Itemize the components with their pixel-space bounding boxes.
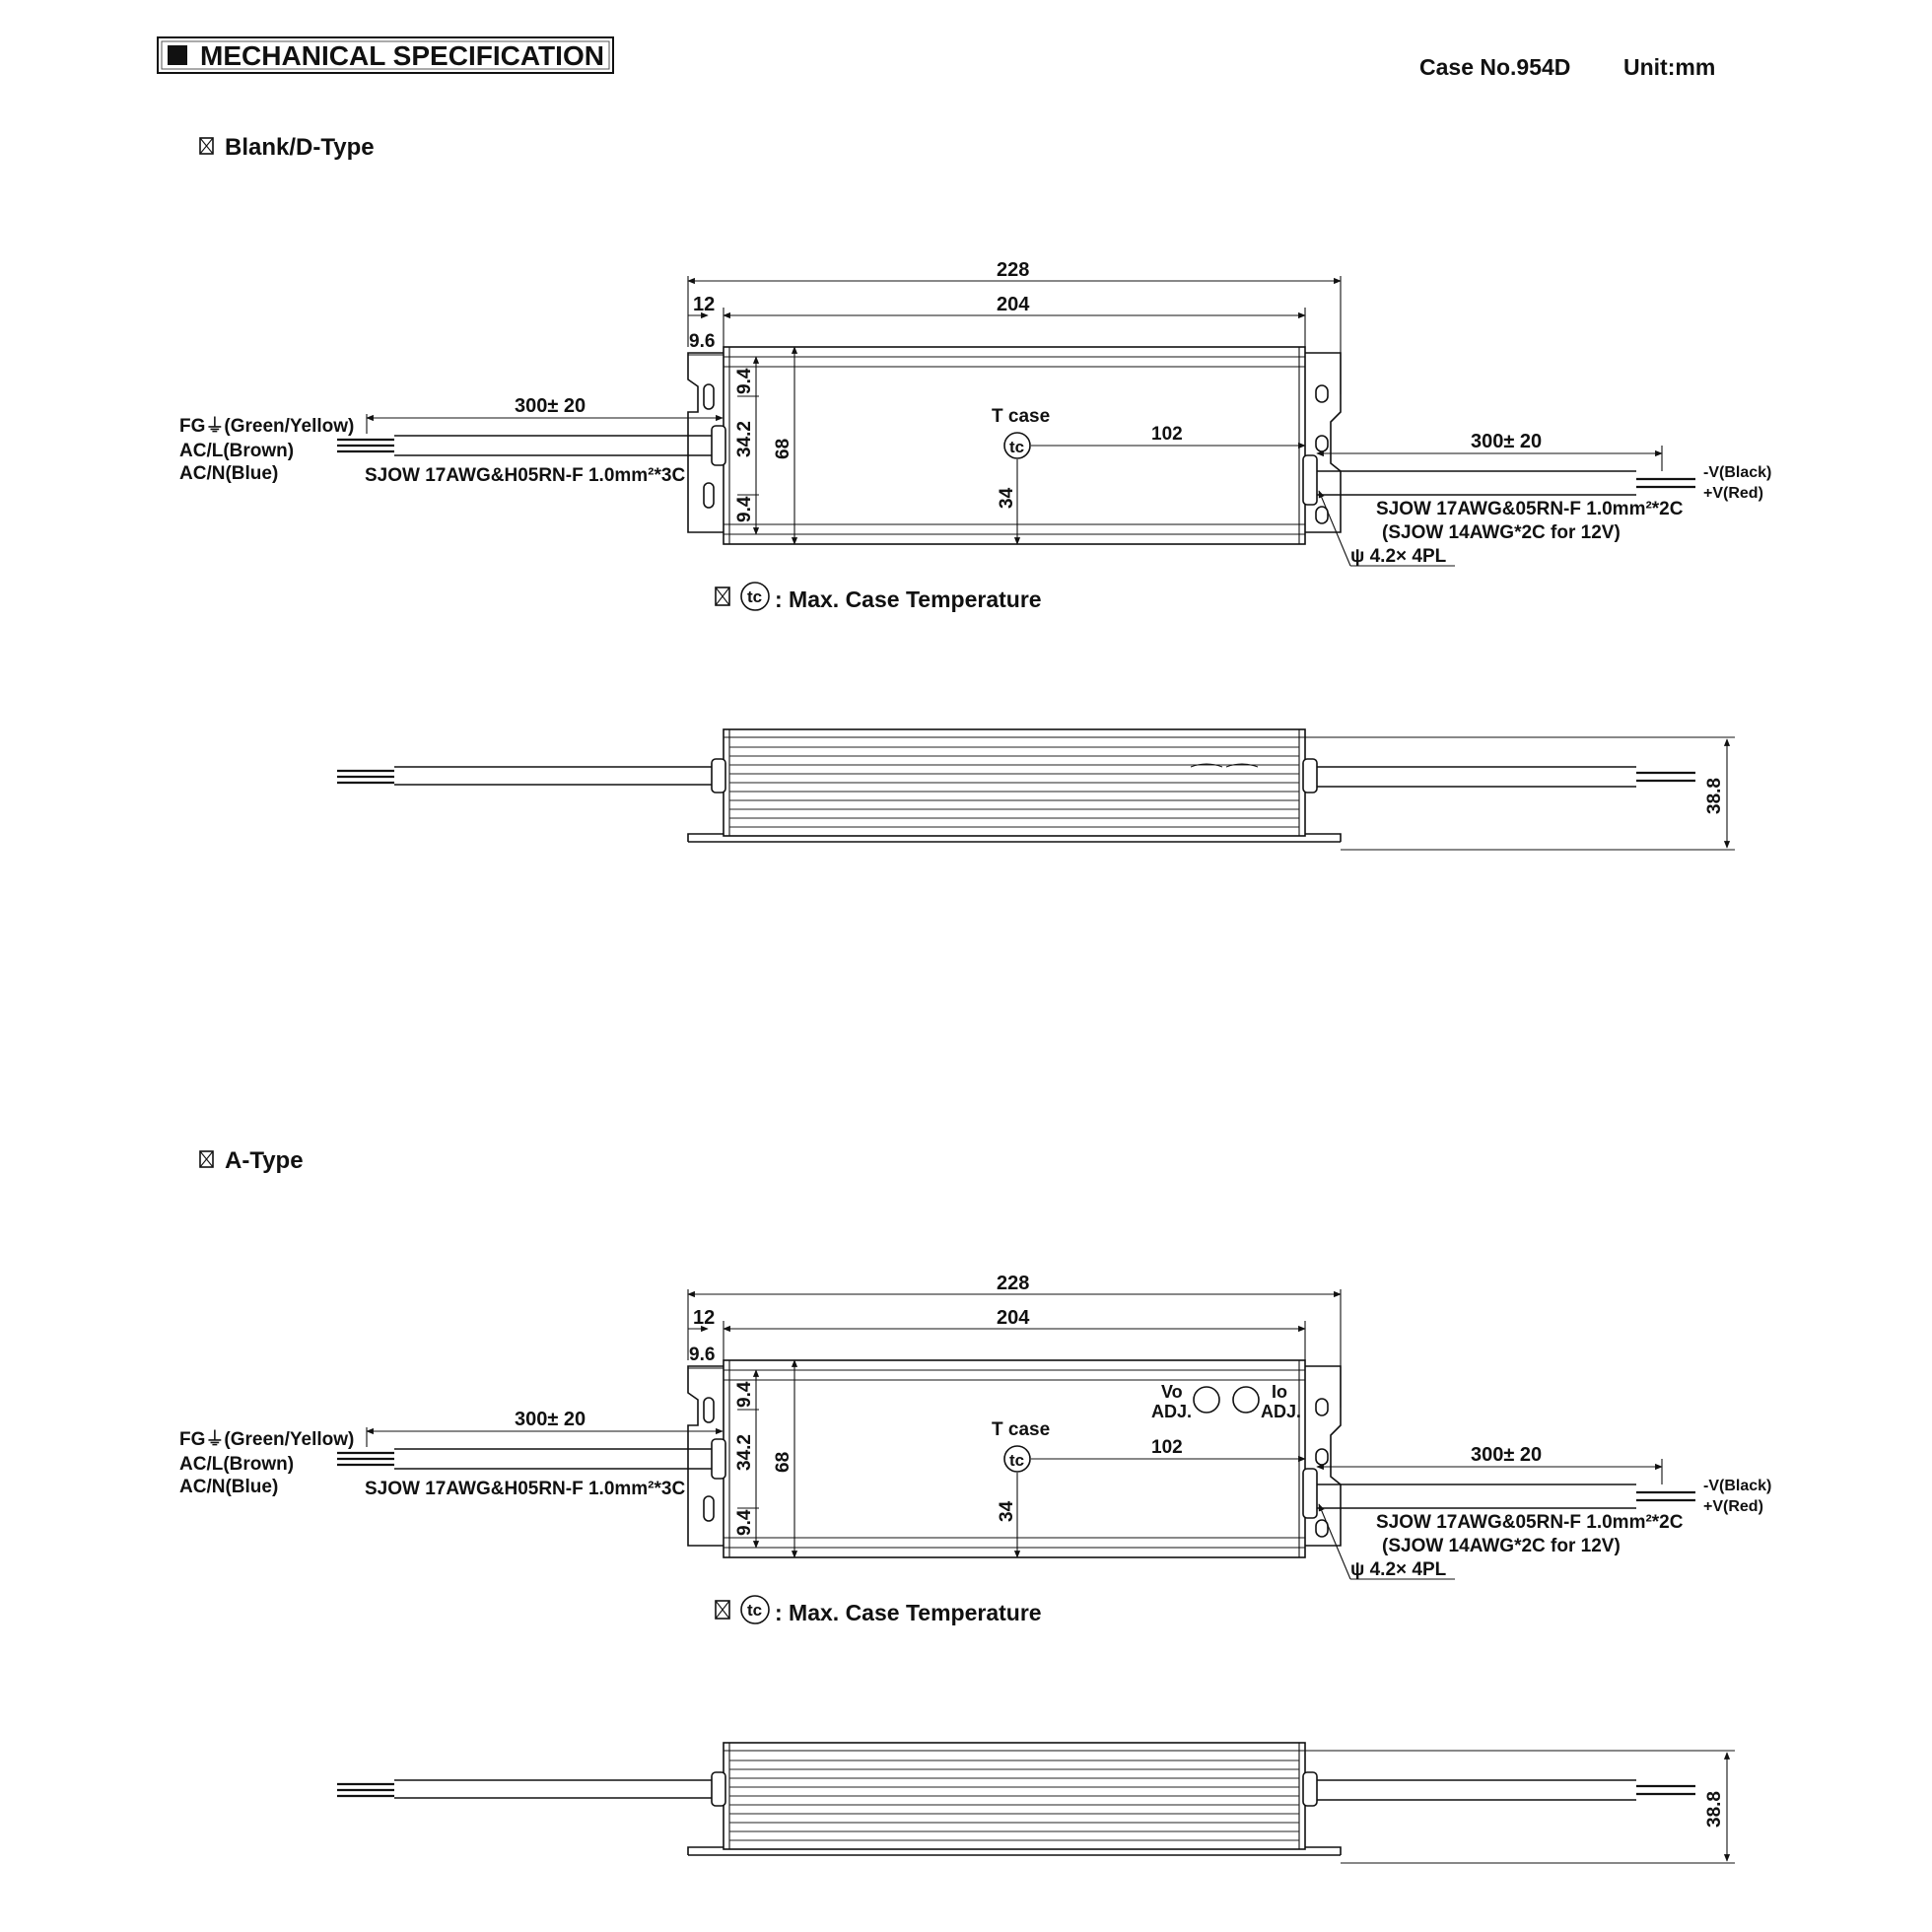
top-view bbox=[179, 259, 1771, 612]
dim-overall-length: 228 bbox=[997, 259, 1030, 281]
dim-bottom-margin: 9.4 bbox=[734, 496, 755, 522]
wire-label-acn: AC/N(Blue) bbox=[179, 1477, 279, 1497]
heatsink-fins bbox=[729, 1760, 1299, 1840]
dim-width: 68 bbox=[773, 1451, 794, 1473]
output-cable-length: 300± 20 bbox=[1471, 431, 1543, 452]
title-banner bbox=[158, 37, 613, 73]
output-cable-length: 300± 20 bbox=[1471, 1444, 1543, 1466]
input-cable-length: 300± 20 bbox=[515, 395, 586, 417]
vo-adjust-pot-icon[interactable] bbox=[1194, 1387, 1219, 1413]
dim-tc-offset-x: 102 bbox=[1151, 1437, 1183, 1458]
output-gland bbox=[1303, 455, 1317, 505]
input-gland bbox=[712, 1439, 725, 1479]
dim-tc-offset-y: 34 bbox=[997, 1500, 1017, 1522]
wire-label-negative: -V(Black) bbox=[1703, 464, 1772, 481]
dim-flange: 12 bbox=[693, 294, 716, 315]
tc-symbol: tc bbox=[1009, 438, 1025, 456]
unit-label: Unit:mm bbox=[1623, 54, 1716, 80]
wire-label-fg: FG⏚(Green/Yellow) bbox=[179, 1429, 355, 1450]
dim-flange-inner: 9.6 bbox=[689, 1345, 716, 1365]
case-number: Case No.954D bbox=[1419, 54, 1571, 80]
dim-body-length: 204 bbox=[997, 294, 1030, 315]
dim-top-margin: 9.4 bbox=[734, 1381, 755, 1408]
input-cable-spec: SJOW 17AWG&H05RN-F 1.0mm²*3C bbox=[365, 1479, 686, 1499]
title-square-icon bbox=[168, 45, 187, 65]
side-view bbox=[337, 1743, 1735, 1863]
output-cable-spec: SJOW 17AWG&05RN-F 1.0mm²*2C bbox=[1376, 1512, 1684, 1533]
io-adjust-pot-icon[interactable] bbox=[1233, 1387, 1259, 1413]
output-cable-spec-alt: (SJOW 14AWG*2C for 12V) bbox=[1382, 522, 1621, 543]
section-a-type bbox=[179, 1147, 1771, 1863]
wire-label-positive: +V(Red) bbox=[1703, 485, 1763, 502]
tcase-label: T case bbox=[992, 406, 1051, 427]
wire-label-negative: -V(Black) bbox=[1703, 1478, 1772, 1494]
heatsink-fins bbox=[729, 747, 1299, 827]
max-case-temp-note: : Max. Case Temperature bbox=[775, 1600, 1042, 1625]
output-cable-spec-alt: (SJOW 14AWG*2C for 12V) bbox=[1382, 1536, 1621, 1556]
holes-callout: ψ 4.2× 4PL bbox=[1350, 546, 1447, 567]
adjust-pots bbox=[1151, 764, 1301, 1421]
input-gland bbox=[712, 426, 725, 465]
top-view bbox=[179, 1273, 1771, 1625]
dim-width: 68 bbox=[773, 438, 794, 459]
input-cable-length: 300± 20 bbox=[515, 1409, 586, 1430]
section-blank-d-type bbox=[179, 134, 1771, 850]
vo-label: Vo bbox=[1161, 1382, 1183, 1402]
dim-bottom-margin: 9.4 bbox=[734, 1509, 755, 1536]
dim-flange-inner: 9.6 bbox=[689, 331, 716, 352]
note-tc-symbol: tc bbox=[747, 587, 763, 606]
wire-label-acn: AC/N(Blue) bbox=[179, 463, 279, 484]
output-gland bbox=[1303, 1469, 1317, 1518]
max-case-temp-note: : Max. Case Temperature bbox=[775, 586, 1042, 612]
dim-center-span: 34.2 bbox=[734, 421, 755, 457]
dim-flange: 12 bbox=[693, 1307, 716, 1329]
dim-body-length: 204 bbox=[997, 1307, 1030, 1329]
dim-top-margin: 9.4 bbox=[734, 368, 755, 394]
wire-label-positive: +V(Red) bbox=[1703, 1498, 1763, 1515]
section-heading: A-Type bbox=[225, 1147, 304, 1174]
io-label: Io bbox=[1272, 1382, 1287, 1402]
tc-symbol: tc bbox=[1009, 1451, 1025, 1470]
holes-callout: ψ 4.2× 4PL bbox=[1350, 1559, 1447, 1580]
wire-label-acl: AC/L(Brown) bbox=[179, 1454, 295, 1475]
output-cable-spec: SJOW 17AWG&05RN-F 1.0mm²*2C bbox=[1376, 499, 1684, 519]
dim-tc-offset-x: 102 bbox=[1151, 424, 1183, 445]
vo-adj-label: ADJ. bbox=[1151, 1402, 1193, 1421]
dim-height: 38.8 bbox=[1704, 1791, 1725, 1828]
dim-height: 38.8 bbox=[1704, 778, 1725, 814]
wire-label-acl: AC/L(Brown) bbox=[179, 441, 295, 461]
io-adj-label: ADJ. bbox=[1261, 1402, 1302, 1421]
dim-overall-length: 228 bbox=[997, 1273, 1030, 1294]
tcase-label: T case bbox=[992, 1419, 1051, 1440]
wire-label-fg: FG⏚(Green/Yellow) bbox=[179, 416, 355, 437]
section-heading: Blank/D-Type bbox=[225, 134, 375, 161]
side-view bbox=[337, 729, 1735, 850]
page-title: MECHANICAL SPECIFICATION bbox=[200, 40, 604, 71]
note-tc-symbol: tc bbox=[747, 1601, 763, 1620]
dim-tc-offset-y: 34 bbox=[997, 487, 1017, 509]
dim-center-span: 34.2 bbox=[734, 1434, 755, 1471]
input-cable-spec: SJOW 17AWG&H05RN-F 1.0mm²*3C bbox=[365, 465, 686, 486]
